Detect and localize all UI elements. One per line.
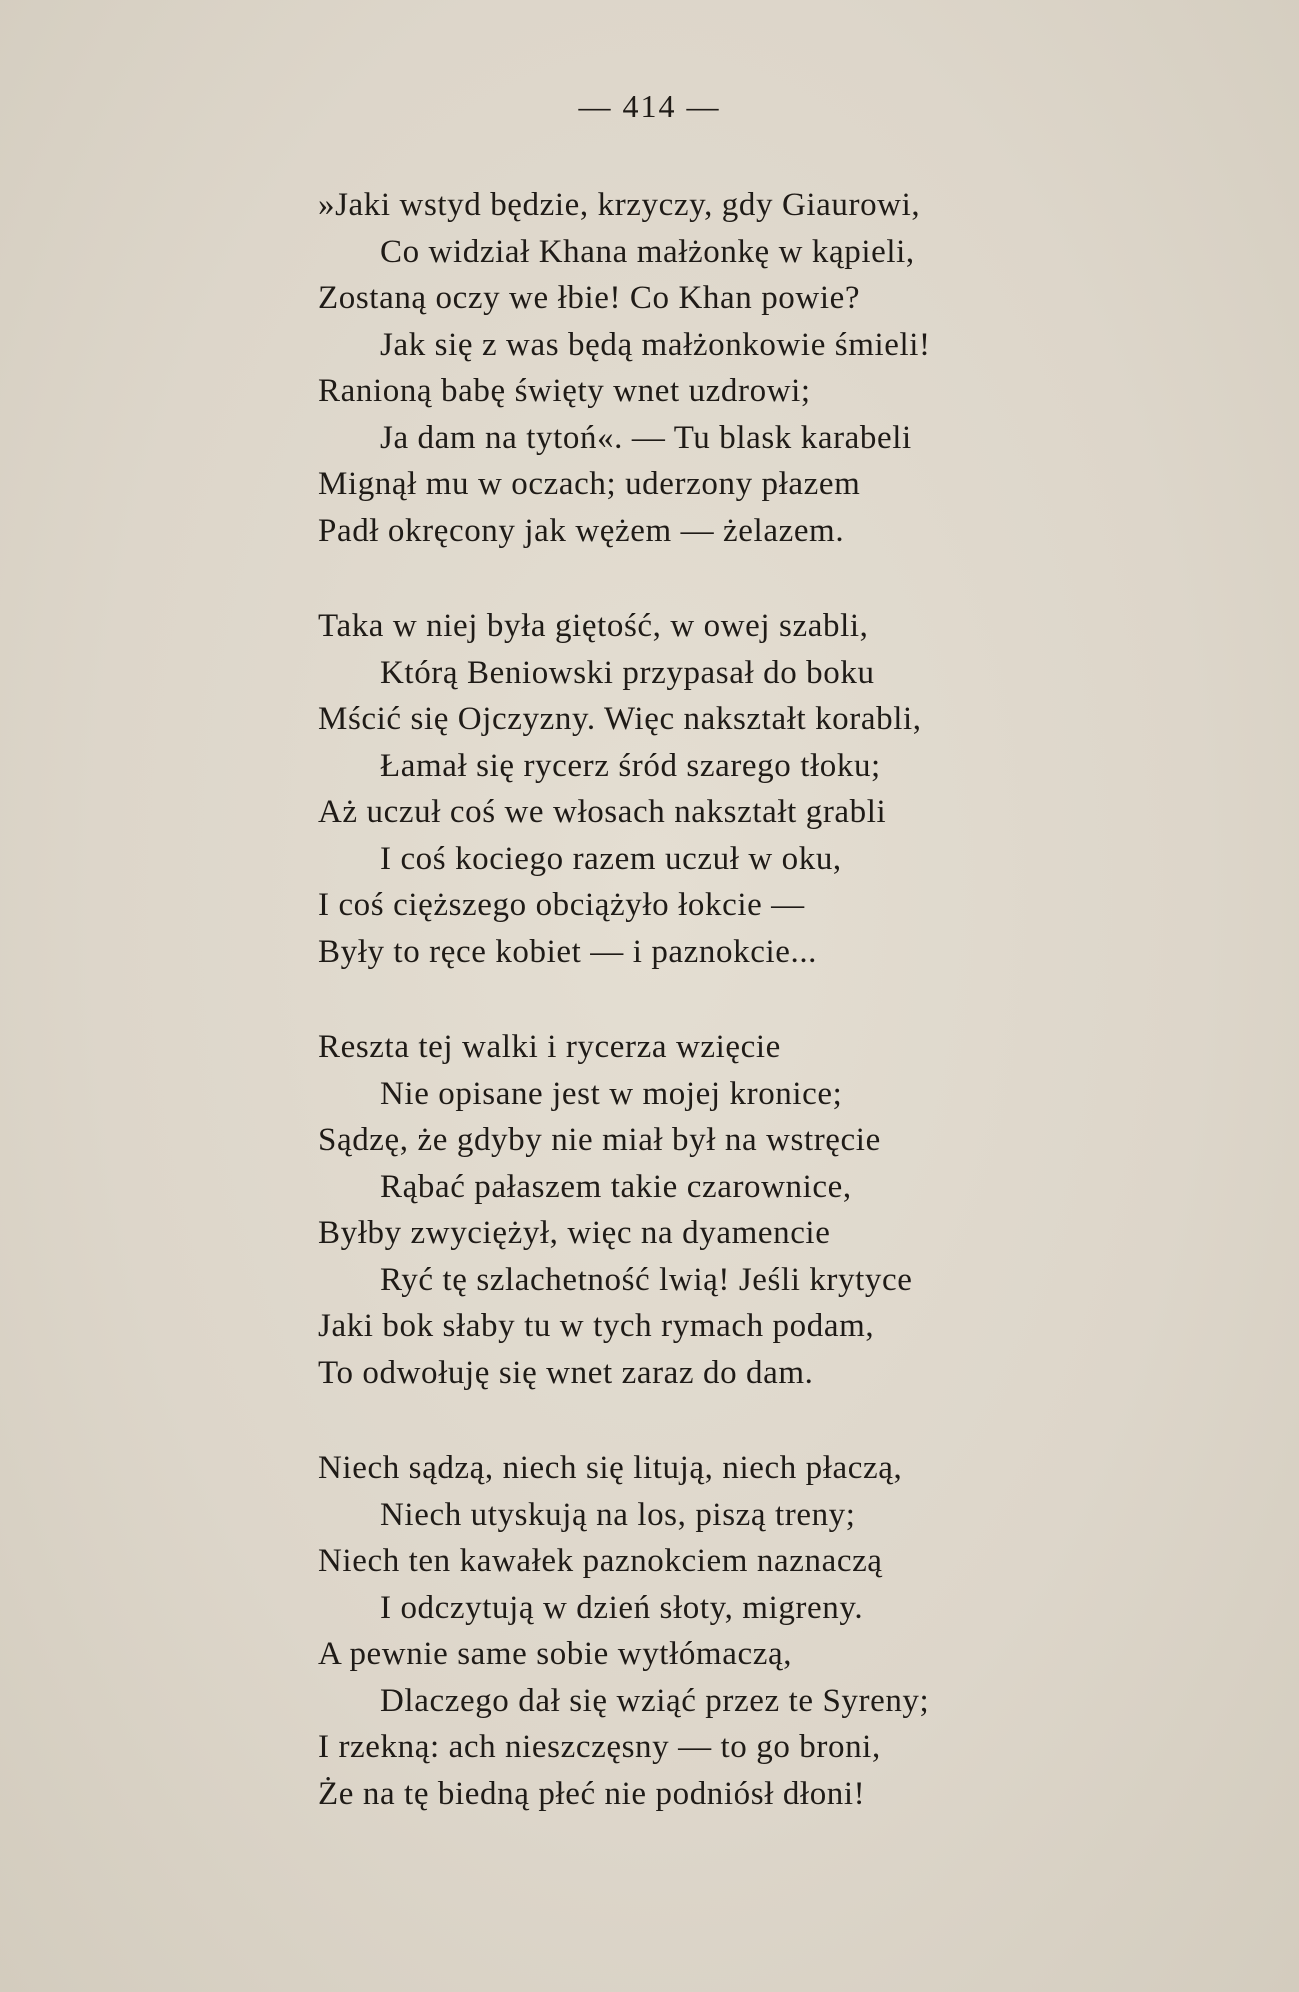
stanza-2 [318, 603, 1118, 975]
verse-line: Aż uczuł coś we włosach nakształt grabli [318, 794, 887, 830]
verse-line: Ranioną babę święty wnet uzdrowi; [318, 373, 811, 409]
stanza-1 [318, 182, 1118, 554]
verse-line: Ryć tę szlachetność lwią! Jeśli krytyce [380, 1261, 913, 1298]
verse-line: Łamał się rycerz śród szarego tłoku; [380, 747, 881, 784]
verse-line: Byłby zwyciężył, więc na dyamencie [318, 1215, 831, 1251]
poem [318, 182, 1118, 1866]
verse-line: I coś cięższego obciążyło łokcie — [318, 887, 805, 923]
verse-line: I odczytują w dzień słoty, migreny. [380, 1589, 864, 1626]
verse-line: Rąbać pałaszem takie czarownice, [380, 1168, 852, 1205]
verse-line: Niech ten kawałek paznokciem naznaczą [318, 1543, 883, 1579]
verse-line: Niech sądzą, niech się litują, niech płaczą, [318, 1450, 903, 1486]
verse-line: Mścić się Ojczyzny. Więc nakształt korabli, [318, 701, 922, 737]
verse-line: To odwołuję się wnet zaraz do dam. [318, 1354, 814, 1391]
verse-line: Reszta tej walki i rycerza wzięcie [318, 1029, 781, 1065]
verse-line: Jak się z was będą małżonkowie śmieli! [380, 326, 931, 363]
verse-line: A pewnie same sobie wytłómaczą, [318, 1636, 793, 1672]
verse-line: I coś kociego razem uczuł w oku, [380, 840, 842, 877]
stanza-3 [318, 1024, 1118, 1396]
verse-line: Ja dam na tytoń«. — Tu blask karabeli [380, 419, 912, 456]
verse-line: Mignął mu w oczach; uderzony płazem [318, 466, 861, 502]
verse-line: Jaki bok słaby tu w tych rymach podam, [318, 1308, 875, 1344]
verse-line: »Jaki wstyd będzie, krzyczy, gdy Giaurowi, [318, 187, 921, 223]
verse-line: Były to ręce kobiet — i paznokcie... [318, 933, 818, 970]
page-number: — 414 — [578, 88, 721, 124]
stanza-4 [318, 1445, 1118, 1817]
verse-line: Padł okręcony jak wężem — żelazem. [318, 512, 845, 549]
verse-line: Co widział Khana małżonkę w kąpieli, [380, 233, 915, 270]
verse-line: Taka w niej była giętość, w owej szabli, [318, 608, 869, 644]
verse-line: Nie opisane jest w mojej kronice; [380, 1075, 843, 1112]
verse-line: Niech utyskują na los, piszą treny; [380, 1496, 856, 1533]
verse-line: Dlaczego dał się wziąć przez te Syreny; [380, 1682, 930, 1719]
verse-line: Sądzę, że gdyby nie miał był na wstręcie [318, 1122, 881, 1158]
verse-line: Zostaną oczy we łbie! Co Khan powie? [318, 280, 861, 316]
verse-line: I rzekną: ach nieszczęsny — to go broni, [318, 1729, 881, 1765]
verse-line: Że na tę biedną płeć nie podniósł dłoni! [318, 1775, 866, 1812]
verse-line: Którą Beniowski przypasał do boku [380, 654, 875, 691]
